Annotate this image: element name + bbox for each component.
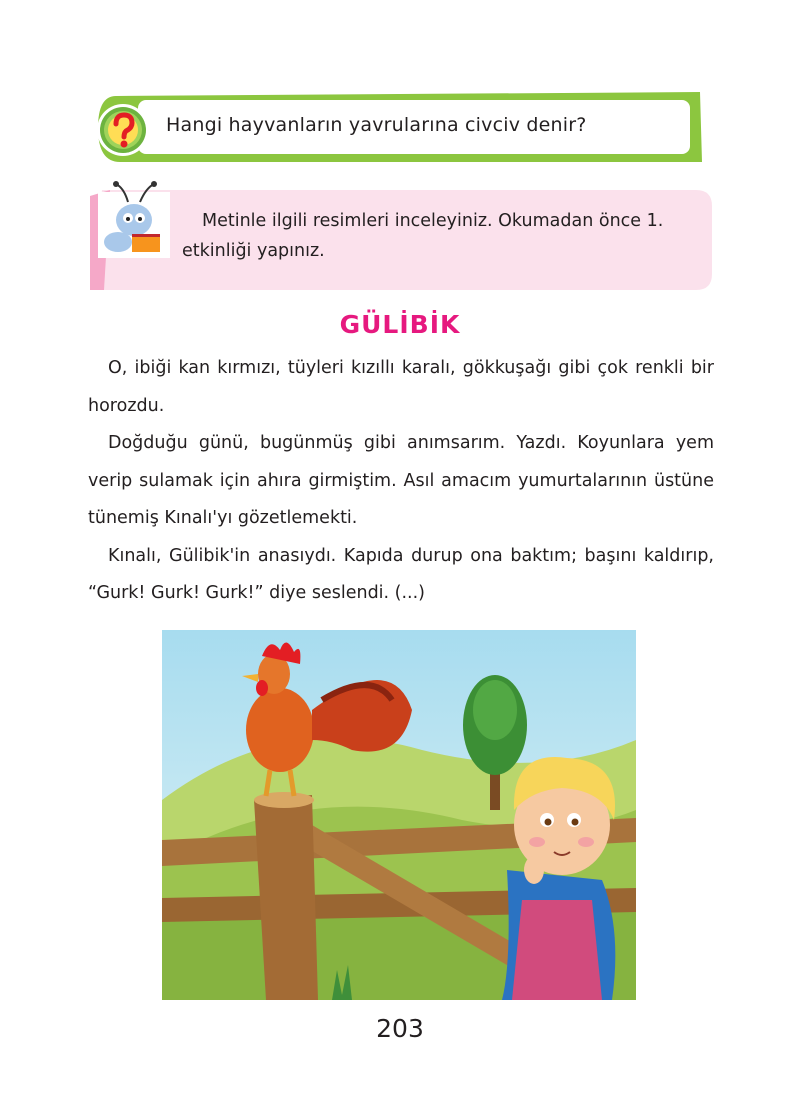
- story-title: GÜLİBİK: [339, 310, 461, 339]
- page-number: 203: [376, 1014, 424, 1043]
- story-paragraph: O, ibiği kan kırmızı, tüyleri kızıllı karalı, gökkuşağı gibi çok renkli bir horozdu.: [88, 358, 714, 416]
- question-text: Hangi hayvanların yavrularına civciv denir?: [166, 114, 587, 136]
- question-mark-icon: [96, 103, 150, 157]
- instruction-text: Metinle ilgili resimleri inceleyiniz. Okumadan önce 1. etkinliği yapınız.: [182, 211, 664, 261]
- story-body: [88, 350, 714, 613]
- story-paragraph: Doğduğu günü, bugünmüş gibi anımsarım. Yazdı. Koyunlara yem verip sulamak için ahıra girmiştim. Asıl amacım yumurtalarının üstüne tünemiş Kınalı'yı gözetlemekti.: [88, 433, 714, 528]
- reading-bug-mascot-icon: [92, 178, 176, 260]
- rooster-fence-illustration: [162, 630, 636, 1000]
- story-paragraph: Kınalı, Gülibik'in anasıydı. Kapıda durup ona baktım; başını kaldırıp, “Gurk! Gurk! Gurk!” diye seslendi. (...): [88, 545, 714, 603]
